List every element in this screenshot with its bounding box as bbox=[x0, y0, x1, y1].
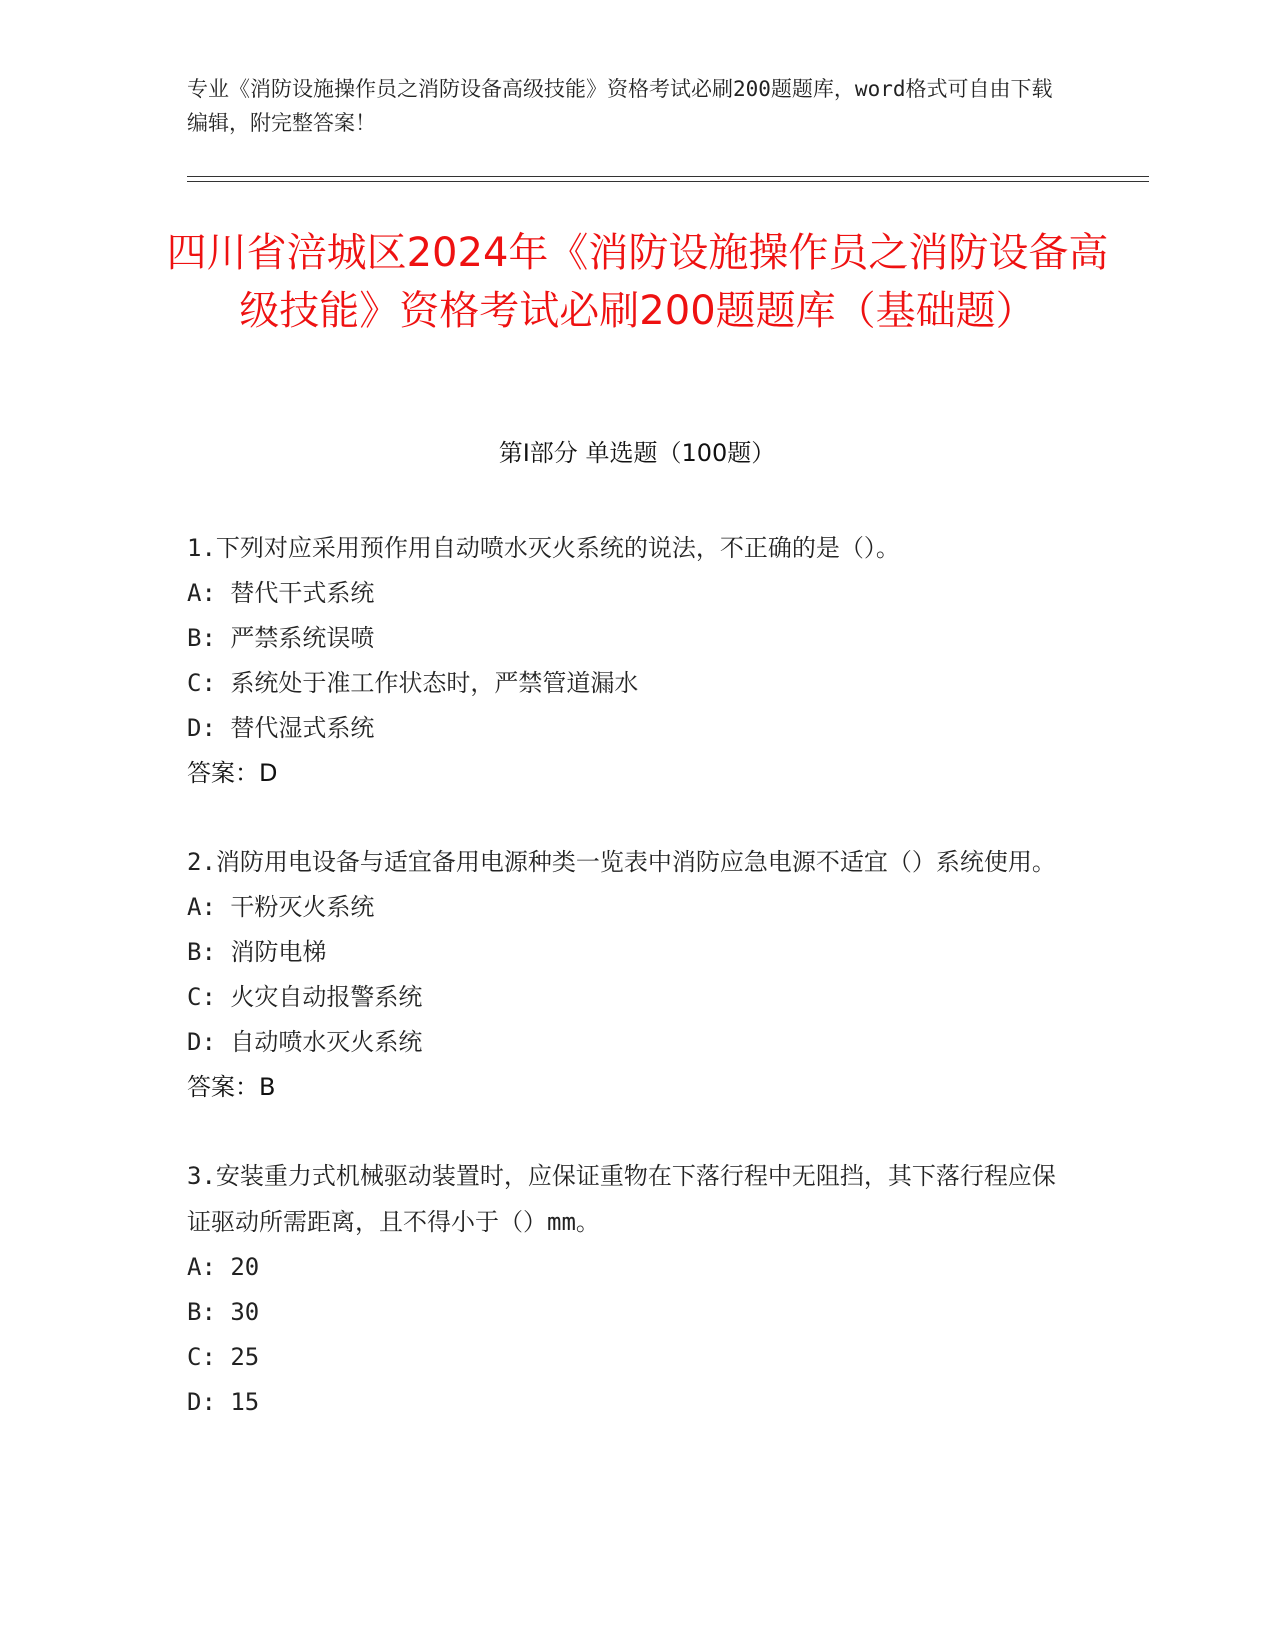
document-title: 四川省涪城区2024年《消防设施操作员之消防设备高级技能》资格考试必刷200题题库（基础题） bbox=[166, 230, 1109, 334]
answer-line: 答案：B bbox=[187, 1073, 276, 1101]
question-list bbox=[187, 525, 1067, 1468]
question-stem: 2.消防用电设备与适宜备用电源种类一览表中消防应急电源不适宜（）系统使用。 bbox=[187, 848, 1056, 876]
option-a: A: 替代干式系统 bbox=[187, 579, 375, 607]
option-a: A: 干粉灭火系统 bbox=[187, 893, 375, 921]
option-c: C: 系统处于准工作状态时，严禁管道漏水 bbox=[187, 669, 639, 697]
option-a: A: 20 bbox=[187, 1253, 260, 1281]
question-3 bbox=[187, 1153, 1067, 1425]
question-stem: 1.下列对应采用预作用自动喷水灭火系统的说法，不正确的是（）。 bbox=[187, 534, 900, 562]
header-note: 专业《消防设施操作员之消防设备高级技能》资格考试必刷200题题库，word格式可自由下载编辑，附完整答案！ bbox=[187, 77, 1053, 135]
option-b: B: 30 bbox=[187, 1298, 260, 1326]
section-title: 第Ⅰ部分 单选题（100题） bbox=[498, 439, 776, 467]
option-d: D: 15 bbox=[187, 1388, 260, 1416]
answer-line: 答案：D bbox=[187, 759, 278, 787]
option-d: D: 自动喷水灭火系统 bbox=[187, 1028, 423, 1056]
question-1 bbox=[187, 525, 1067, 796]
option-d: D: 替代湿式系统 bbox=[187, 714, 375, 742]
option-b: B: 消防电梯 bbox=[187, 938, 327, 966]
option-c: C: 火灾自动报警系统 bbox=[187, 983, 423, 1011]
question-2 bbox=[187, 839, 1067, 1110]
option-b: B: 严禁系统误喷 bbox=[187, 624, 375, 652]
question-stem: 3.安装重力式机械驱动装置时，应保证重物在下落行程中无阻挡，其下落行程应保证驱动所需距离，且不得小于（）mm。 bbox=[187, 1162, 1056, 1236]
header-divider bbox=[187, 176, 1149, 182]
option-c: C: 25 bbox=[187, 1343, 260, 1371]
